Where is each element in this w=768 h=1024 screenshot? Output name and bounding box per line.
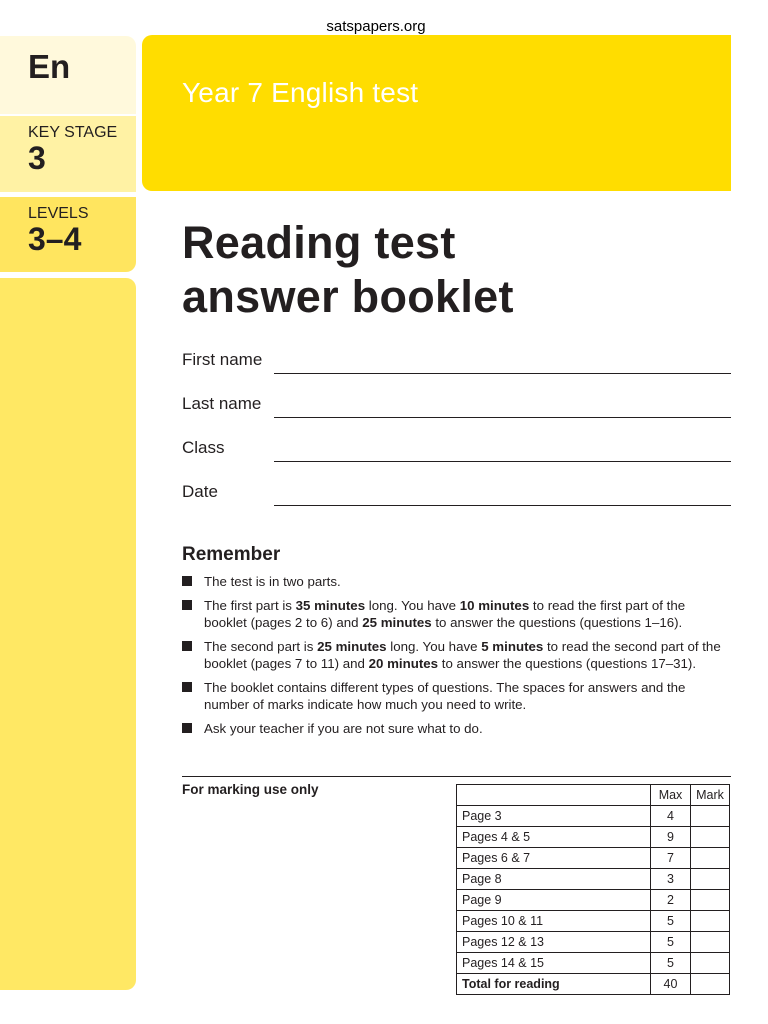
header-banner (142, 35, 731, 191)
header-max: Max (651, 785, 691, 806)
class-field[interactable] (182, 438, 731, 462)
row-page-label: Pages 4 & 5 (457, 827, 651, 848)
table-row (457, 848, 730, 869)
levels-value: 3–4 (28, 220, 82, 257)
row-page-label: Pages 6 & 7 (457, 848, 651, 869)
row-page-label: Page 9 (457, 890, 651, 911)
last-name-label: Last name (182, 394, 262, 413)
row-max-marks: 40 (651, 974, 691, 995)
row-mark-cell[interactable] (691, 953, 730, 974)
header-mark: Mark (691, 785, 730, 806)
row-max-marks: 5 (651, 932, 691, 953)
first-name-label: First name (182, 350, 263, 369)
subject-tab (0, 36, 136, 114)
row-max-marks: 7 (651, 848, 691, 869)
row-page-label: Total for reading (457, 974, 651, 995)
row-max-marks: 5 (651, 911, 691, 932)
total-row (457, 974, 730, 995)
table-row (457, 869, 730, 890)
row-mark-cell[interactable] (691, 932, 730, 953)
row-max-marks: 3 (651, 869, 691, 890)
instruction-item: The second part is 25 minutes long. You have 5 minutes to read the second part of the booklet (pages 7 to 11) and 20 minutes to answer the questions (questions 17–31). (182, 638, 731, 673)
last-name-line[interactable] (274, 417, 731, 418)
marking-header-row (457, 785, 730, 806)
row-mark-cell[interactable] (691, 806, 730, 827)
instruction-item: The test is in two parts. (182, 573, 731, 591)
instruction-item: The booklet contains different types of questions. The spaces for answers and the number of marks indicate how much you need to write. (182, 679, 731, 714)
row-mark-cell[interactable] (691, 890, 730, 911)
row-page-label: Pages 10 & 11 (457, 911, 651, 932)
row-page-label: Pages 12 & 13 (457, 932, 651, 953)
date-line[interactable] (274, 505, 731, 506)
class-label: Class (182, 438, 225, 457)
row-mark-cell[interactable] (691, 869, 730, 890)
instruction-item: Ask your teacher if you are not sure what to do. (182, 720, 731, 738)
first-name-field[interactable] (182, 350, 731, 374)
row-mark-cell[interactable] (691, 848, 730, 869)
levels-tab (0, 197, 136, 272)
row-mark-cell[interactable] (691, 911, 730, 932)
instructions-list (182, 573, 731, 743)
marking-table (456, 784, 730, 995)
table-row (457, 827, 730, 848)
table-row (457, 911, 730, 932)
row-max-marks: 9 (651, 827, 691, 848)
bullet-square-icon (182, 576, 192, 586)
row-max-marks: 4 (651, 806, 691, 827)
table-row (457, 890, 730, 911)
key-stage-value: 3 (28, 139, 46, 176)
remember-heading: Remember (182, 544, 281, 565)
divider (182, 776, 731, 777)
key-stage-tab (0, 116, 136, 192)
title-line-2: answer booklet (182, 271, 514, 322)
sidebar-panel (0, 278, 136, 990)
marking-label: For marking use only (182, 782, 319, 797)
row-max-marks: 2 (651, 890, 691, 911)
date-label: Date (182, 482, 218, 501)
row-page-label: Page 8 (457, 869, 651, 890)
first-name-line[interactable] (274, 373, 731, 374)
table-row (457, 932, 730, 953)
date-field[interactable] (182, 482, 731, 506)
header-blank (457, 785, 651, 806)
table-row (457, 806, 730, 827)
banner-title: Year 7 English test (182, 77, 419, 108)
row-mark-cell[interactable] (691, 974, 730, 995)
bullet-square-icon (182, 682, 192, 692)
page-title (182, 216, 514, 324)
table-row (457, 953, 730, 974)
class-line[interactable] (274, 461, 731, 462)
row-max-marks: 5 (651, 953, 691, 974)
site-url[interactable]: satspapers.org (326, 18, 426, 35)
subject-code: En (28, 48, 71, 85)
levels-label: LEVELS (28, 205, 89, 222)
bullet-square-icon (182, 600, 192, 610)
title-line-1: Reading test (182, 217, 456, 268)
last-name-field[interactable] (182, 394, 731, 418)
row-page-label: Page 3 (457, 806, 651, 827)
bullet-square-icon (182, 723, 192, 733)
row-mark-cell[interactable] (691, 827, 730, 848)
row-page-label: Pages 14 & 15 (457, 953, 651, 974)
key-stage-label: KEY STAGE (28, 124, 118, 141)
bullet-square-icon (182, 641, 192, 651)
instruction-item: The first part is 35 minutes long. You have 10 minutes to read the first part of the booklet (pages 2 to 6) and 25 minutes to answer the questions (questions 1–16). (182, 597, 731, 632)
